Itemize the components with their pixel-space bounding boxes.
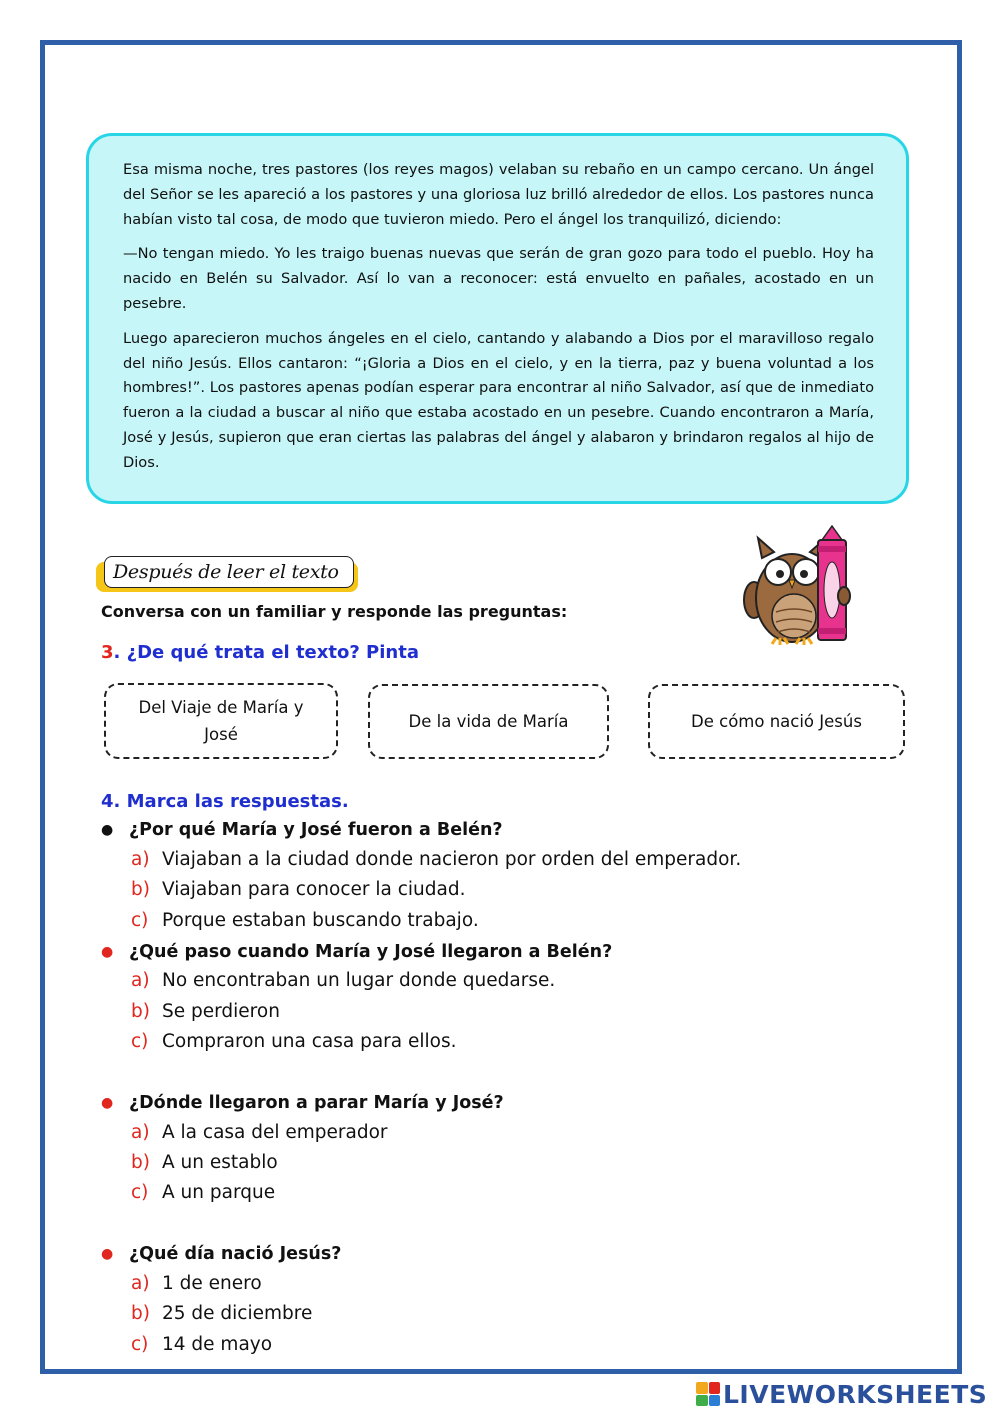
answer-text: A la casa del emperador	[162, 1122, 388, 1143]
reading-text-box	[86, 133, 909, 504]
answer-text: Porque estaban buscando trabajo.	[162, 910, 479, 931]
answer-4-4-c[interactable]	[131, 1334, 272, 1355]
answer-4-2-a[interactable]	[131, 970, 555, 991]
answer-text: 25 de diciembre	[162, 1303, 313, 1324]
liveworksheets-logo	[696, 1380, 987, 1408]
answer-letter: b)	[131, 879, 150, 900]
answer-text: Compraron una casa para ellos.	[162, 1031, 457, 1052]
answer-text: Se perdieron	[162, 1001, 280, 1022]
section-heading	[96, 554, 358, 594]
reading-paragraph-1: Esa misma noche, tres pastores (los reyes magos) velaban su rebaño en un campo cercano. Un ángel del Señor se les apareció a los pastores y una gloriosa luz brilló alrededor de ellos. Los pastores nunca habían visto tal cosa, de modo que tuvieron miedo. Pero el ángel los tranquilizó, diciendo:	[123, 161, 874, 228]
reading-paragraph-2: —No tengan miedo. Yo les traigo buenas nuevas que serán de gran gozo para todo el pueblo. Hoy ha nacido en Belén su Salvador. Así lo van a reconocer: está envuelto en pañales, acostado en un pesebre.	[123, 245, 874, 312]
answer-letter: c)	[131, 910, 149, 931]
option-vida-maria-label: De la vida de María	[408, 712, 569, 731]
question-4-4	[101, 1244, 341, 1264]
bullet-icon: ●	[101, 1246, 114, 1262]
question-4-2	[101, 942, 612, 962]
liveworksheets-icon	[696, 1382, 720, 1406]
bullet-icon: ●	[101, 1095, 114, 1111]
question-4-1	[101, 820, 503, 840]
answer-letter: a)	[131, 849, 150, 870]
answer-letter: b)	[131, 1001, 150, 1022]
answer-4-3-a[interactable]	[131, 1122, 388, 1143]
answer-4-1-a[interactable]	[131, 849, 741, 870]
section-heading-label: Después de leer el texto	[104, 556, 354, 588]
question-4-3	[101, 1093, 504, 1113]
answer-4-1-b[interactable]	[131, 879, 465, 900]
answer-4-3-c[interactable]	[131, 1182, 275, 1203]
liveworksheets-brand: LIVEWORKSHEETS	[723, 1379, 988, 1409]
owl-crayon-illustration	[740, 520, 860, 648]
answer-letter: c)	[131, 1334, 149, 1355]
answer-4-2-b[interactable]	[131, 1001, 280, 1022]
answer-text: A un parque	[162, 1182, 276, 1203]
answer-text: Viajaban para conocer la ciudad.	[162, 879, 466, 900]
answer-text: No encontraban un lugar donde quedarse.	[162, 970, 556, 991]
answer-letter: c)	[131, 1031, 149, 1052]
option-viaje-label: Del Viaje de María y José	[138, 698, 304, 744]
answer-letter: a)	[131, 970, 150, 991]
answer-text: 14 de mayo	[162, 1334, 273, 1355]
option-nacio-jesus-label: De cómo nació Jesús	[691, 712, 862, 731]
question-4-3-text: ¿Dónde llegaron a parar María y José?	[129, 1093, 504, 1113]
question-4-1-text: ¿Por qué María y José fueron a Belén?	[129, 820, 503, 840]
answer-text: Viajaban a la ciudad donde nacieron por orden del emperador.	[162, 849, 742, 870]
answer-4-4-b[interactable]	[131, 1303, 312, 1324]
option-viaje[interactable]	[104, 683, 338, 759]
answer-letter: b)	[131, 1303, 150, 1324]
question-4-4-text: ¿Qué día nació Jesús?	[129, 1244, 342, 1264]
question-4-title: 4. Marca las respuestas.	[101, 791, 349, 812]
answer-4-1-c[interactable]	[131, 910, 479, 931]
crayon-icon	[818, 526, 846, 640]
bullet-icon: ●	[101, 822, 114, 838]
answer-text: 1 de enero	[162, 1273, 262, 1294]
reading-paragraph-3: Luego aparecieron muchos ángeles en el cielo, cantando y alabando a Dios por el maravilloso regalo del niño Jesús. Ellos cantaron: “¡Gloria a Dios en el cielo, y en la tierra, paz y buena voluntad a los hombres!”. Los pastores apenas podían esperar para encontrar al niño Salvador, así que de inmediato fueron a la ciudad a buscar al niño que estaba acostado en un pesebre. Cuando encontraron a María, José y Jesús, supieron que eran ciertas las palabras del ángel y alabaron y brindaron regalos al hijo de Dios.	[123, 329, 874, 471]
question-3-text: . ¿De qué trata el texto? Pinta	[113, 642, 419, 663]
answer-letter: b)	[131, 1152, 150, 1173]
answer-text: A un establo	[162, 1152, 278, 1173]
question-3-title	[101, 642, 419, 663]
answer-letter: a)	[131, 1122, 150, 1143]
answer-4-4-a[interactable]	[131, 1273, 262, 1294]
answer-4-3-b[interactable]	[131, 1152, 278, 1173]
answer-4-2-c[interactable]	[131, 1031, 457, 1052]
bullet-icon: ●	[101, 944, 114, 960]
option-vida-maria[interactable]	[368, 684, 609, 759]
question-3-number: 3	[101, 642, 114, 663]
question-4-2-text: ¿Qué paso cuando María y José llegaron a Belén?	[129, 942, 613, 962]
instruction-text: Conversa con un familiar y responde las preguntas:	[101, 602, 568, 621]
answer-letter: c)	[131, 1182, 149, 1203]
answer-letter: a)	[131, 1273, 150, 1294]
option-nacio-jesus[interactable]	[648, 684, 905, 759]
